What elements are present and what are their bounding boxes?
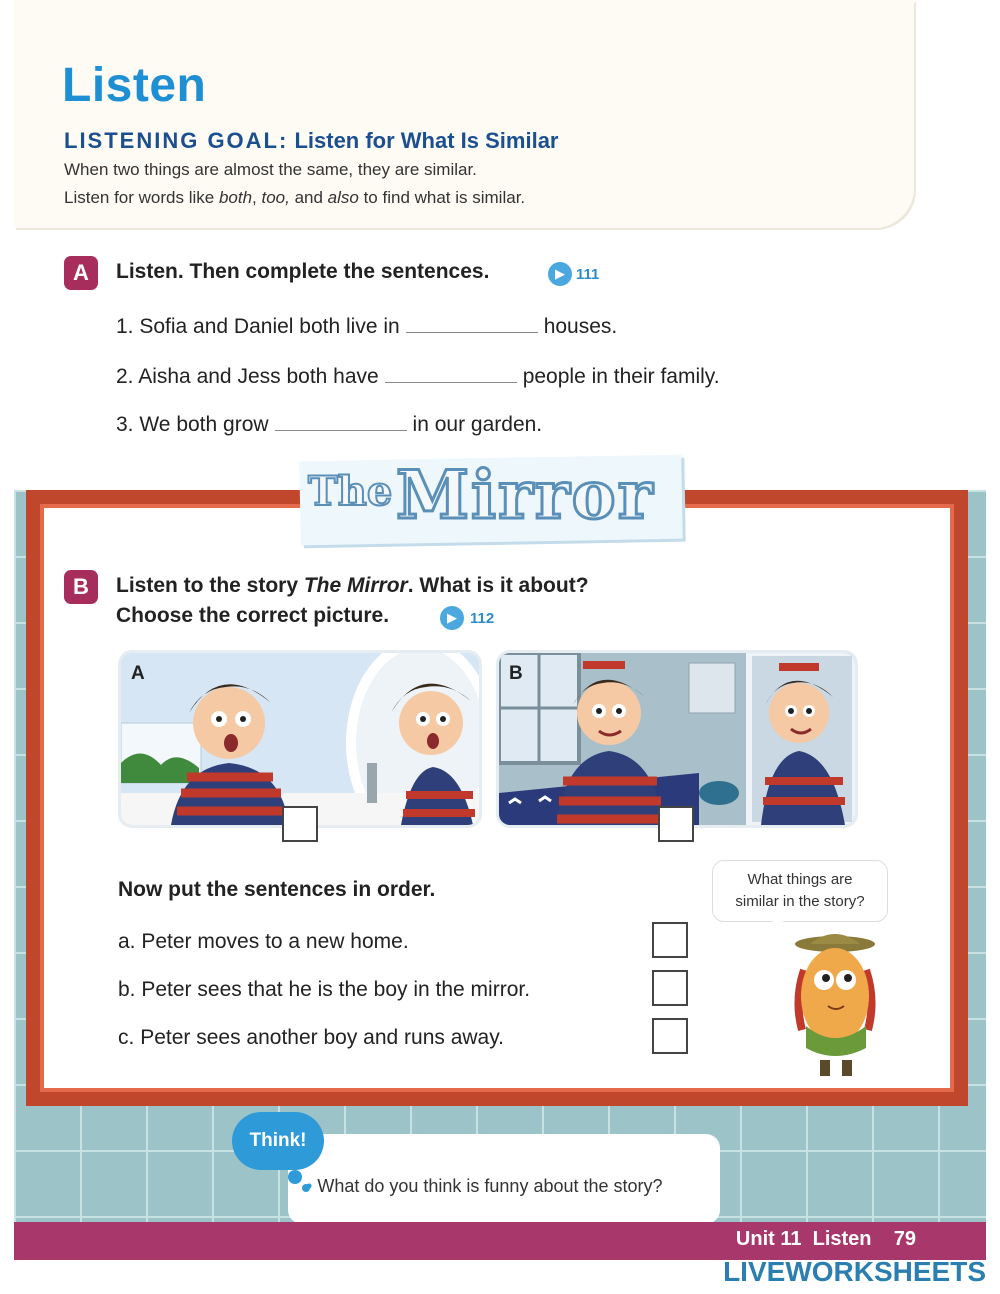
answer-blank-3[interactable] — [275, 410, 407, 431]
order-letter: a. — [118, 930, 136, 953]
order-checkbox-b[interactable] — [652, 970, 688, 1006]
order-letter: c. — [118, 1026, 135, 1049]
section-b-badge: B — [64, 570, 98, 604]
sentence-1 — [116, 312, 617, 339]
sentence-3 — [116, 410, 542, 437]
sentence-text: houses. — [543, 315, 618, 338]
audio-play-icon[interactable]: ▶ — [548, 262, 572, 286]
bullet-icon: • — [306, 1176, 313, 1196]
order-text: Peter moves to a new home. — [141, 930, 409, 953]
intro-line-1: When two things are almost the same, they are similar. — [64, 160, 477, 179]
goal-text: Listen for What Is Similar — [294, 128, 559, 153]
speech-bubble — [712, 860, 888, 922]
picture-a-checkbox[interactable] — [282, 806, 318, 842]
speech-line: similar in the story? — [735, 893, 865, 910]
instruction-text: . What is it about? — [407, 574, 589, 597]
intro-text: to find what is similar. — [358, 188, 526, 207]
order-checkbox-a[interactable] — [652, 922, 688, 958]
intro-sep: , — [252, 188, 262, 207]
page-number: 79 — [893, 1228, 916, 1250]
story-title-the: The — [308, 468, 393, 515]
picture-b-checkbox[interactable] — [658, 806, 694, 842]
picture-a-label: A — [131, 663, 145, 684]
answer-blank-2[interactable] — [385, 362, 517, 383]
think-question — [306, 1176, 663, 1197]
section-b-instruction — [116, 574, 589, 598]
think-question-text: What do you think is funny about the story? — [317, 1176, 663, 1196]
intro-sep: and — [289, 188, 328, 207]
footer-unit: Unit 11 — [735, 1228, 802, 1250]
order-item-a — [118, 930, 409, 954]
sentence-text: We both grow — [139, 413, 269, 436]
order-letter: b. — [118, 978, 136, 1001]
order-text: Peter sees another boy and runs away. — [140, 1026, 505, 1049]
picture-b-label: B — [509, 663, 523, 684]
section-b-instruction-line2: Choose the correct picture. — [116, 604, 390, 627]
boy-combing-mirror-illustration — [499, 653, 855, 825]
speech-line: What things are — [747, 871, 853, 888]
think-label: Think! — [232, 1112, 324, 1170]
sentence-text: Aisha and Jess both have — [138, 365, 379, 388]
sentence-number: 1. — [116, 315, 134, 338]
audio-track-number: 112 — [470, 610, 495, 627]
page-title: Listen — [62, 59, 207, 112]
audio-track-number: 111 — [576, 266, 600, 283]
order-item-b — [118, 978, 530, 1002]
sentence-text: people in their family. — [522, 365, 720, 388]
boy-scared-mirror-illustration — [121, 653, 479, 825]
order-heading: Now put the sentences in order. — [118, 878, 436, 901]
instruction-text: Listen to the story — [116, 574, 304, 597]
listening-goal — [64, 128, 559, 154]
order-item-c — [118, 1026, 504, 1050]
picture-b[interactable] — [496, 650, 858, 828]
story-name: The Mirror — [303, 574, 408, 597]
sentence-text: Sofia and Daniel both live in — [139, 315, 400, 338]
watermark-logo: LIVEWORKSHEETS — [723, 1256, 986, 1287]
word-too: too, — [261, 188, 290, 207]
order-checkbox-c[interactable] — [652, 1018, 688, 1054]
order-text: Peter sees that he is the boy in the mirror. — [141, 978, 531, 1001]
sentence-number: 2. — [116, 365, 134, 388]
intro-line-2 — [64, 188, 525, 208]
story-title-mirror: Mirror — [396, 456, 655, 534]
answer-blank-1[interactable] — [406, 312, 538, 333]
sentence-number: 3. — [116, 413, 134, 436]
word-both: both — [218, 188, 253, 207]
sentence-2 — [116, 362, 720, 389]
goal-label: LISTENING GOAL: — [64, 128, 289, 153]
section-a-instruction: Listen. Then complete the sentences. — [116, 260, 490, 283]
intro-text: Listen for words like — [64, 188, 219, 207]
word-also: also — [327, 188, 359, 207]
audio-play-icon[interactable]: ▶ — [440, 606, 464, 630]
picture-a[interactable] — [118, 650, 482, 828]
footer-section: Listen — [812, 1228, 872, 1250]
footer-label — [736, 1228, 916, 1251]
section-a-badge: A — [64, 256, 98, 290]
think-bubble-dot — [288, 1170, 302, 1184]
sentence-text: in our garden. — [412, 413, 543, 436]
mascot-character-icon — [780, 930, 890, 1080]
